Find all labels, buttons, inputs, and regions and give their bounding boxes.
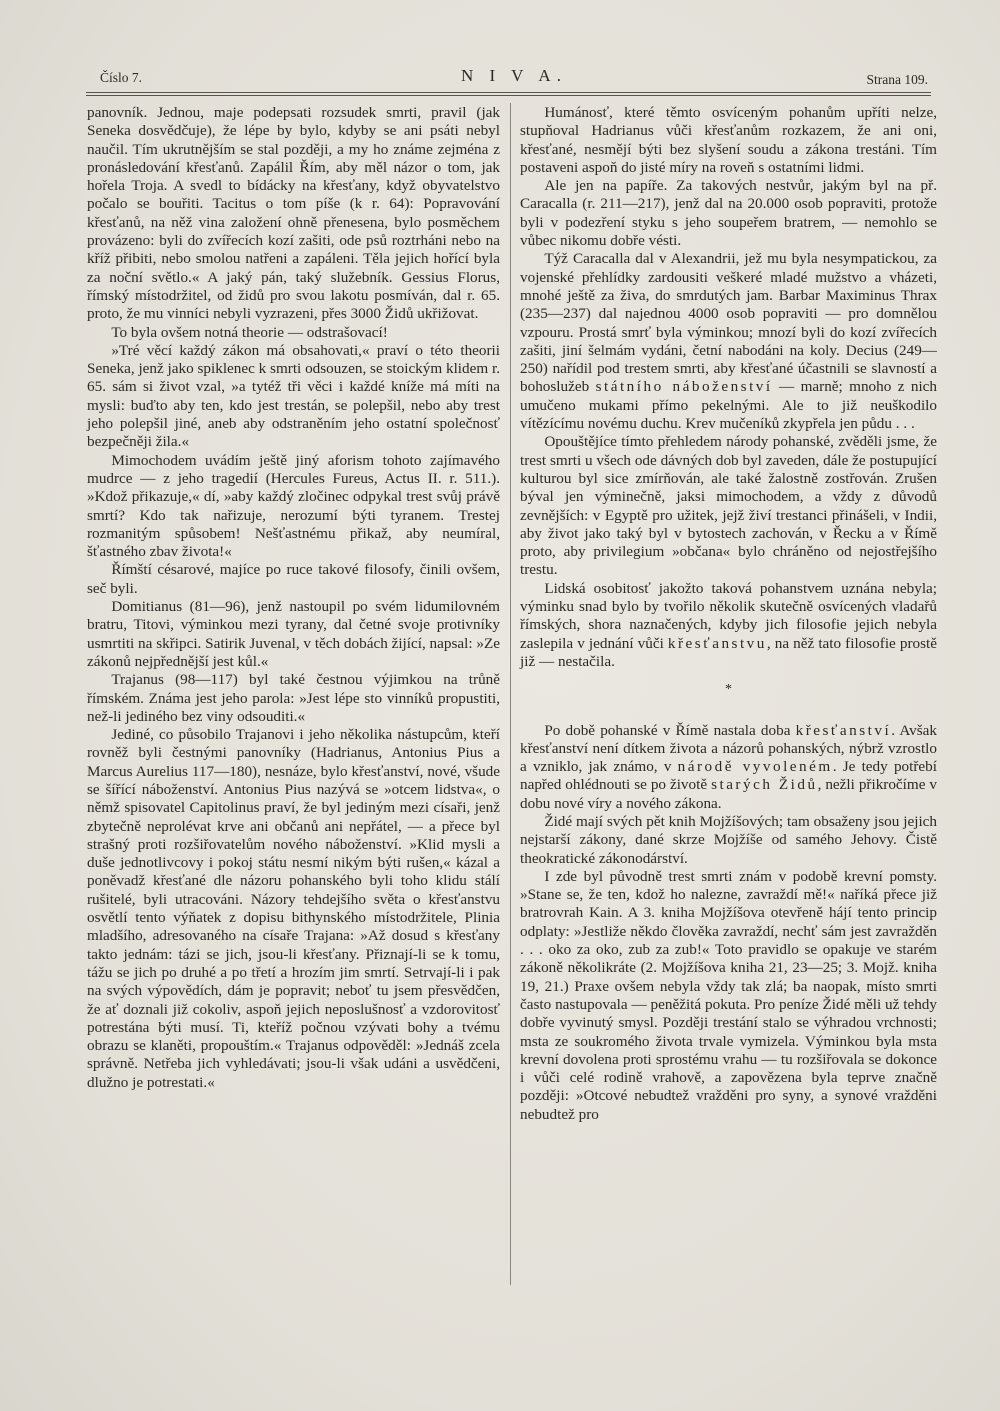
left-column bbox=[87, 104, 500, 1092]
text-run: — marně; mnoho z nich umučeno mukami přímo pekelnými. Ale to již neuškodilo vítězícímu novému duchu. Krev mučeníků zkypřela jen půdu . . . bbox=[520, 378, 937, 433]
header-rule bbox=[86, 92, 931, 93]
section-separator: * bbox=[725, 682, 732, 698]
paragraph bbox=[520, 722, 937, 813]
text-run: . Je tedy potřebí napřed ohlédnouti se po životě bbox=[520, 758, 937, 794]
text-run: Týž Caracalla dal v Alexandrii, jež mu byla nesympatickou, za vojenské přehlídky zardousiti veškeré mladé mužstvo a vházeti, mnohé ještě za živa, do smrdutých jam. Barbar Maximinus Thrax (235—237) dal najednou 4000 osob popraviti — pro domnělou vzpouru. Prostá smrť byla výminkou; mnozí byli do kozí zvířecích zašiti, jiní šelmám vydáni, četní nabodáni na koly. Decius (249—250) nařídil pod trestem smrti, aby křesťané účastnili se slavností a bohoslužeb bbox=[520, 250, 937, 396]
issue-number: Číslo 7. bbox=[100, 70, 143, 85]
paragraph: Jediné, co působilo Trajanovi i jeho několika nástupcům, kteří rovněž byli čestnými panovníky (Hadrianus, Antonius Pius a Marcus Aurelius 117—180), nesnáze, bylo křesťanství, nové, všude se šířící náboženství. Antonius Pius nazývá se »otcem lidstva«, o němž spisovatel Capitolinus praví, že byl jediným mezi císaři, jenž zbytečně neprolévat krve ani občanů ani nepřátel, — a přece byl strašný proti rozšiřovatelům nového náboženství. »Klid mysli a duše jednotlivcovy i pokoj státu nesmí nikým býti rušen,« kázal a poněvadž křesťané dle názoru pohanského byli toho klidu stálí rušitelé, byli utracováni. Názory tehdejšího světa o křesťanstvu osvětlí tento výňatek z dopisu bithynského místodržitele, Plinia mladšího, adresovaného na císaře Trajana: »Až dosud s křesťany takto jednám: tázi se jich, jsou-li křesťany. Přiznají-li se k tomu, tážu se jich po druhé a po třetí a hrozím jim smrtí. Setrvají-li i pak na svých výpovědích, dám je popravit; neboť tu jsem přesvědčen, že ať doznali již cokoliv, aspoň jejich neposlušnosť a vzdorovitosť potrestána býti musí. Ti, kteříž počnou vzývati bohy a tvému obrazu se klaněti, propouštím.« Trajanus odpověděl: »Jednáš zcela správně. Netřeba jich vyhledávati; jsou-li však udáni a usvědčeni, dlužno je potrestati.« bbox=[87, 726, 500, 1091]
text-run: , nežli přikročíme v dobu nové víry a nového zákona. bbox=[520, 776, 938, 812]
paragraph: Domitianus (81—96), jenž nastoupil po svém lidumilovném bratru, Titovi, výminkou mezi tyrany, dal četné svoje protivníky usmrtiti na skřipci. Satirik Juvenal, v těch dobách žijící, napsal: »Ze zákonů nejpřednější jest kůl.« bbox=[87, 598, 500, 670]
paragraph: Mimochodem uvádím ještě jiný aforism tohoto zajímavého mudrce — z jeho tragedií (Hercules Fureus, Actus II. r. 511.). »Kdož přikazuje,« dí, »aby každý zločinec odpykal trest svůj právě smrtí? Kdo tak nařizuje, nerozumí býti tyranem. Trestej rozmanitým spůsobem! Nešťastnému přikaž, aby neumíral, šťastného zbav života!« bbox=[87, 451, 500, 561]
paragraph bbox=[520, 580, 937, 671]
paragraph: Římští césarové, majíce po ruce takové filosofy, činili ovšem, seč byli. bbox=[87, 561, 500, 597]
paragraph: I zde byl původně trest smrti znám v podobě krevní pomsty. »Stane se, že ten, kdož ho nalezne, zavraždí mě!« naříká přece již bratrovrah Kain. A 3. kniha Mojžíšova otevřeně hájí tento princip odplaty: »Jestliže někdo člověka zavraždí, nechť sám jest zavražděn . . . oko za oko, zub za zub!« Toto pravidlo se opakuje ve starém zákoně několikráte (2. Mojžíšova kniha 21, 23—25; 3. Mojž. kniha 19, 21.) Praxe ovšem nebyla vždy tak zlá; ba naopak, místo smrti často nastupovala — peněžitá pokuta. Pro peníze Židé měli už tehdy dobře vyvinutý smysl. Později trestání stalo se výhradou vrchnosti; msta ze soukromého života trvale vymizela. Výminkou byla msta krevní dovolena proti sprostému vrahu — tu rozšiřovala se dokonce i vůči celé rodině vrahově, a zapovězena byla teprve značně později: »Otcové nebudtež vražděni pro syny, a synové vražděni nebudtež pro bbox=[520, 867, 937, 1123]
paragraph: panovník. Jednou, maje podepsati rozsudek smrti, pravil (jak Seneka dosvědčuje), že lépe by bylo, kdyby se ani psáti nebyl naučil. Tím ukrutnějším se stal později, a my ho známe zejména z pronásledování křesťanů. Zapálil Řím, aby měl názor o tom, jak hořela Troja. A svedl to bídácky na křesťany, když obyvatelstvo počalo se bouřiti. Tacitus o tom píše (k r. 64): Popravování křesťanů, na něž vina založení ohně přenesena, bylo posměchem provázeno: byli do zvířecích kozí zašiti, ode psů roztrháni nebo na kříž přibiti, nebo smolou natřeni a zapáleni. Těla jejich hořící byla za noční světlo.« A jaký pán, taký služebník. Gessius Florus, římský místodržitel, od židů pro svou lakotu posmíván, dal r. 65. proto, že mu vinníci nebyli vyzrazeni, přes 3000 Židů ukřižovat. bbox=[87, 104, 500, 323]
spaced-emphasis: státního náboženství bbox=[595, 378, 773, 396]
right-column bbox=[520, 104, 937, 1124]
text-run: , na něž tato filosofie prostě již — nestačila. bbox=[520, 634, 937, 670]
paragraph bbox=[520, 250, 937, 433]
paragraph: Trajanus (98—117) byl také čestnou výjimkou na trůně římském. Známa jest jeho parola: »Jest lépe sto vinníků propustiti, než-li jediného bez viny odsouditi.« bbox=[87, 671, 500, 725]
paragraph: Židé mají svých pět knih Mojžíšových; tam obsaženy jsou jejich nejstarší zákony, dané skrze Mojžíše od samého Jehovy. Čistě theokratické zákonodárství. bbox=[520, 812, 937, 867]
page-number: Strana 109. bbox=[866, 72, 928, 87]
page-header bbox=[100, 66, 928, 92]
paragraph: Ale jen na papíře. Za takových nestvůr, jakým byl na př. Caracalla (r. 211—217), jenž dal na 20.000 osob popraviti, protože byli v podezření styku s jeho soupeřem bratrem, — nemohlo se vůbec nikomu dobře vésti. bbox=[520, 177, 937, 250]
text-run: . Avšak křesťanství není dítkem života a názorů pohanských, nýbrž vzrostlo a vzniklo, jak známo, v bbox=[520, 721, 938, 776]
spaced-emphasis: křesťanství bbox=[795, 721, 892, 739]
paragraph: Opouštějíce tímto přehledem národy pohanské, zvěděli jsme, že trest smrti u všech ode dávných dob byl zaveden, dále že postupující kulturou byl sice zmírňován, ale také žalostně zostřován. Zrušen býval jen výminečně, jaksi mimochodem, a vždy z důvodů zevnějších: v Egyptě pro užitek, jejž živí trestanci přinášeli, v Indii, aby život jako taký byl v bytostech zachován, v Řecku a v Římě proto, aby privilegium »občana« bylo chráněno od nejostřejšího trestu. bbox=[520, 433, 937, 579]
paragraph: Humánosť, které těmto osvíceným pohanům upříti nelze, stupňoval Hadrianus vůči křesťanům rozkazem, že ani oni, křesťané, nesmějí býti bez slyšení soudu a zákona trestáni. Tím postaveni aspoň do jisté míry na roveň s ostatními lidmi. bbox=[520, 104, 937, 176]
spaced-emphasis: křesťanstvu bbox=[667, 634, 767, 652]
header-rule-double bbox=[86, 95, 931, 96]
text-run: Lidská osobitosť jakožto taková pohanstvem uznána nebyla; výminku snad bylo by tvořilo několik skutečně osvícených vladařů římských, shora naznačených, kdyby jich filosofie jejich nebyla zaslepila v jednání vůči bbox=[520, 579, 937, 652]
column-divider bbox=[510, 103, 511, 1285]
paragraph: »Tré věcí každý zákon má obsahovati,« praví o této theorii Seneka, jenž jako spiklenec k smrti odsouzen, se stoickým klidem r. 65. sám si život vzal, »a tytéž tři věci i každé kníže má míti na mysli: buďto aby ten, kdo jest trestán, se polepšil, nebo aby trest jeho polepšil jiné, aneb aby odstraněním jeho ostatní společnosť bezpečněji žila.« bbox=[87, 341, 500, 451]
paragraph: To byla ovšem notná theorie — odstrašovací! bbox=[111, 323, 388, 341]
text-run: Po době pohanské v Římě nastala doba bbox=[544, 721, 796, 739]
publication-title: N I V A. bbox=[461, 66, 567, 85]
spaced-emphasis: starých Židů bbox=[711, 776, 818, 794]
spaced-emphasis: národě vyvoleném bbox=[677, 758, 833, 776]
